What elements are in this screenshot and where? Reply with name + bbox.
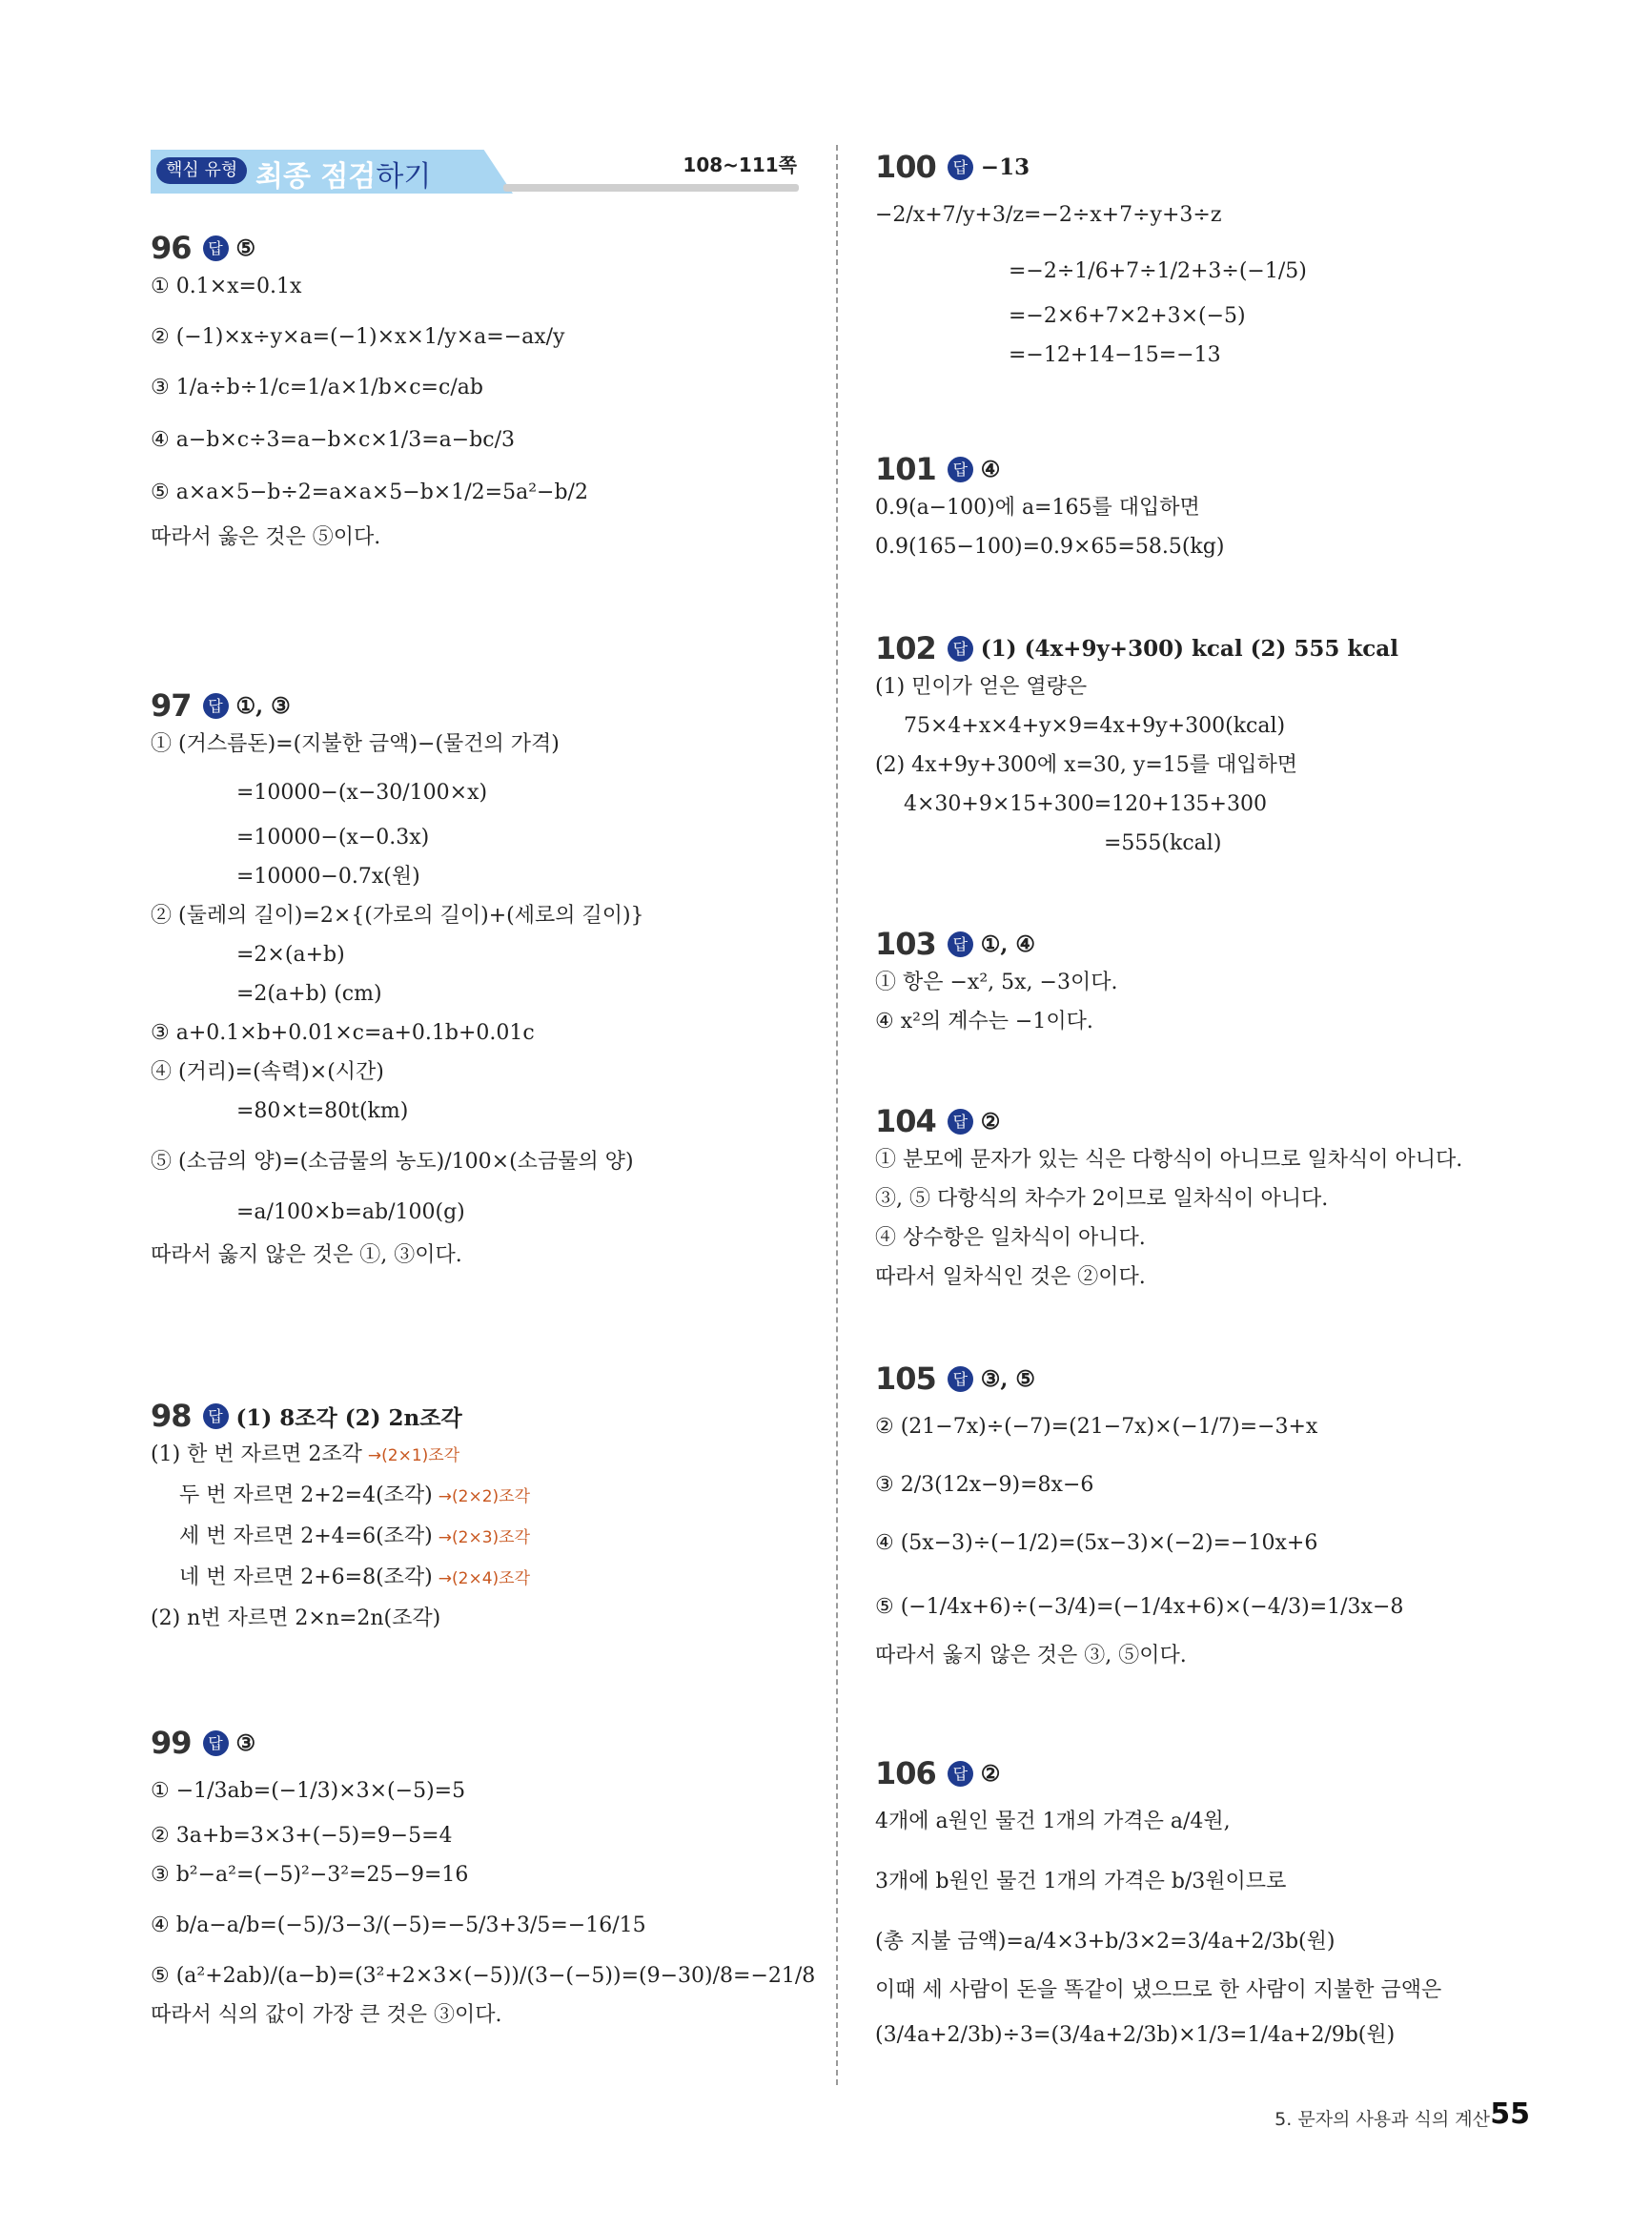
solution-line: =2(a+b) (cm) [236,982,382,1006]
solution-line: (1) 민이가 얻은 열량은 [875,675,1088,699]
problem-number: 100 [875,149,936,185]
conclusion-line: 따라서 옳지 않은 것은 ③, ⑤이다. [875,1644,1187,1667]
conclusion-line: 따라서 일차식인 것은 ②이다. [875,1265,1146,1289]
problem-number: 102 [875,630,936,666]
problem-number: 96 [151,230,192,266]
answer-badge: 답 [948,1761,973,1787]
answer-text: ③ [235,1729,256,1756]
solution-text: (1) 한 번 자르면 2조각 [151,1442,362,1466]
solution-line: ③ 1/a÷b÷1/c=1/a×1/b×c=c/ab [151,376,483,399]
problem-number: 103 [875,926,936,962]
hint-note: →(2×3)조각 [438,1528,531,1547]
banner-rule [503,184,799,192]
solution-line: 4개에 a원인 물건 1개의 가격은 a/4원, [875,1810,1231,1833]
solution-line: ② 3a+b=3×3+(−5)=9−5=4 [151,1824,453,1848]
problem-99 [151,1724,815,2035]
solution-line: =10000−0.7x(원) [236,865,420,889]
solution-line [151,1435,530,1476]
answer-text: ①, ④ [980,931,1036,957]
answer-badge: 답 [948,1366,973,1392]
solution-line: =10000−(x−30/100×x) [236,781,488,805]
banner-tag: 핵심 유형 [156,157,247,184]
solution-line: =2×(a+b) [236,943,345,967]
problem-header [875,1754,1441,1792]
solution-line: ④ (5x−3)÷(−1/2)=(5x−3)×(−2)=−10x+6 [875,1531,1318,1555]
problem-number: 97 [151,687,192,724]
answer-text: ①, ③ [235,692,291,719]
solution-line: (2) 4x+9y+300에 x=30, y=15를 대입하면 [875,753,1298,777]
solution-line: ① (거스름돈)=(지불한 금액)−(물건의 가격) [151,732,560,756]
problem-102 [875,629,1398,863]
answer-text: (1) (4x+9y+300) kcal (2) 555 kcal [980,635,1398,662]
solution-line [151,1476,530,1517]
conclusion-line: 따라서 옳은 것은 ⑤이다. [151,525,381,549]
solution-line: ⑤ (a²+2ab)/(a−b)=(3²+2×3×(−5))/(3−(−5))=(9−30)/8=−21/8 [151,1964,816,1988]
conclusion-line: 따라서 옳지 않은 것은 ①, ③이다. [151,1243,462,1267]
solution-line: ③ a+0.1×b+0.01×c=a+0.1b+0.01c [151,1021,535,1045]
solution-line: ① −1/3ab=(−1/3)×3×(−5)=5 [151,1779,466,1803]
answer-text: ② [980,1108,1001,1135]
solution-line: ⑤ (−1/4x+6)÷(−3/4)=(−1/4x+6)×(−4/3)=1/3x−8 [875,1595,1404,1619]
column-divider [836,145,838,2085]
problem-104 [875,1102,1462,1297]
solution-line: =555(kcal) [1104,831,1222,855]
solution-line: =−2×6+7×2+3×(−5) [1009,304,1246,328]
conclusion-line: 따라서 식의 값이 가장 큰 것은 ③이다. [151,2003,502,2027]
answer-text: (1) 8조각 (2) 2n조각 [235,1404,462,1431]
problem-header [151,686,644,725]
solution-text: 네 번 자르면 2+6=8(조각) [179,1565,433,1589]
solution-line: ④ x²의 계수는 −1이다. [875,1010,1093,1033]
banner-page-range: 108~111쪽 [683,153,797,176]
solution-line: 0.9(a−100)에 a=165를 대입하면 [875,496,1200,520]
answer-badge: 답 [948,636,973,662]
problem-103 [875,925,1117,1041]
solution-line: ③, ⑤ 다항식의 차수가 2이므로 일차식이 아니다. [875,1187,1329,1211]
problem-number: 101 [875,451,936,487]
problem-header [151,229,588,267]
solution-line: 4×30+9×15+300=120+135+300 [904,792,1267,816]
answer-badge: 답 [203,1403,229,1429]
hint-note: →(2×1)조각 [367,1446,460,1465]
solution-line: ③ b²−a²=(−5)²−3²=25−9=16 [151,1863,469,1887]
answer-badge: 답 [948,931,973,957]
solution-line: ⑤ a×a×5−b÷2=a×a×5−b×1/2=5a²−b/2 [151,481,588,504]
solution-text: 세 번 자르면 2+4=6(조각) [179,1524,433,1548]
solution-line: ④ a−b×c÷3=a−b×c×1/3=a−bc/3 [151,428,515,452]
solution-line: ① 분모에 문자가 있는 식은 다항식이 아니므로 일차식이 아니다. [875,1148,1463,1172]
problem-header [875,148,1307,186]
hint-note: →(2×2)조각 [438,1487,531,1506]
solution-line: =−12+14−15=−13 [1009,343,1221,367]
problem-96 [151,229,588,557]
problem-header [875,450,1224,488]
answer-text: −13 [980,153,1030,180]
hint-note: →(2×4)조각 [438,1569,531,1588]
answer-badge: 답 [948,154,973,180]
solution-line: ② (−1)×x÷y×a=(−1)×x×1/y×a=−ax/y [151,325,565,349]
chapter-title: 5. 문자의 사용과 식의 계산 [1275,2109,1490,2130]
solution-line: =a/100×b=ab/100(g) [236,1200,465,1224]
solution-line: (2) n번 자르면 2×n=2n(조각) [151,1606,441,1630]
solution-line: −2/x+7/y+3/z=−2÷x+7÷y+3÷z [875,203,1222,227]
problem-header [875,1102,1462,1140]
problem-98 [151,1397,530,1638]
solution-line: ③ 2/3(12x−9)=8x−6 [875,1473,1094,1497]
problem-100 [875,148,1307,375]
banner-title-main: 최종 점검 [255,160,377,194]
problem-number: 104 [875,1103,936,1139]
solution-line: =80×t=80t(km) [236,1099,409,1123]
answer-badge: 답 [203,1730,229,1756]
answer-text: ② [980,1760,1001,1787]
answer-badge: 답 [948,1109,973,1135]
solution-line: ④ b/a−a/b=(−5)/3−3/(−5)=−5/3+3/5=−16/15 [151,1913,646,1937]
solution-line: 75×4+x×4+y×9=4x+9y+300(kcal) [904,714,1286,738]
solution-line: ① 0.1×x=0.1x [151,275,302,298]
solution-line: ④ (거리)=(속력)×(시간) [151,1060,384,1084]
solution-line: =10000−(x−0.3x) [236,826,430,849]
solution-line: (총 지불 금액)=a/4×3+b/3×2=3/4a+2/3b(원) [875,1930,1336,1954]
problem-101 [875,450,1224,566]
answer-text: ⑤ [235,235,256,261]
answer-text: ④ [980,456,1001,482]
problem-number: 99 [151,1725,192,1761]
answer-badge: 답 [203,235,229,261]
solution-line: ② (21−7x)÷(−7)=(21−7x)×(−1/7)=−3+x [875,1415,1318,1439]
solution-line [151,1517,530,1558]
answer-badge: 답 [203,693,229,719]
problem-number: 105 [875,1361,936,1397]
problem-number: 106 [875,1755,936,1791]
banner-title [255,153,431,194]
solution-line: ⑤ (소금의 양)=(소금물의 농도)/100×(소금물의 양) [151,1150,634,1174]
problem-header [151,1724,815,1762]
section-banner [151,150,799,194]
answer-text: ③, ⑤ [980,1365,1036,1392]
solution-line: ④ 상수항은 일차식이 아니다. [875,1226,1146,1250]
problem-header [875,1360,1403,1398]
solution-line: ① 항은 −x², 5x, −3이다. [875,971,1118,994]
banner-title-tail: 하기 [376,160,432,194]
solution-line: 이때 세 사람이 돈을 똑같이 냈으므로 한 사람이 지불한 금액은 [875,1978,1442,2002]
solution-line: ② (둘레의 길이)=2×{(가로의 길이)+(세로의 길이)} [151,904,644,928]
problem-106 [875,1754,1441,2055]
page-number: 55 [1490,2097,1530,2131]
solution-line: 0.9(165−100)=0.9×65=58.5(kg) [875,535,1225,559]
solution-line: 3개에 b원인 물건 1개의 가격은 b/3원이므로 [875,1870,1287,1893]
problem-header [875,629,1398,667]
problem-number: 98 [151,1398,192,1434]
problem-97 [151,686,644,1275]
solution-text: 두 번 자르면 2+2=4(조각) [179,1483,433,1507]
solution-line [151,1558,530,1599]
problem-header [151,1397,530,1435]
problem-105 [875,1360,1403,1675]
answer-badge: 답 [948,457,973,482]
problem-header [875,925,1117,963]
solution-line: =−2÷1/6+7÷1/2+3÷(−1/5) [1009,259,1307,283]
solution-line: (3/4a+2/3b)÷3=(3/4a+2/3b)×1/3=1/4a+2/9b(원) [875,2023,1396,2047]
